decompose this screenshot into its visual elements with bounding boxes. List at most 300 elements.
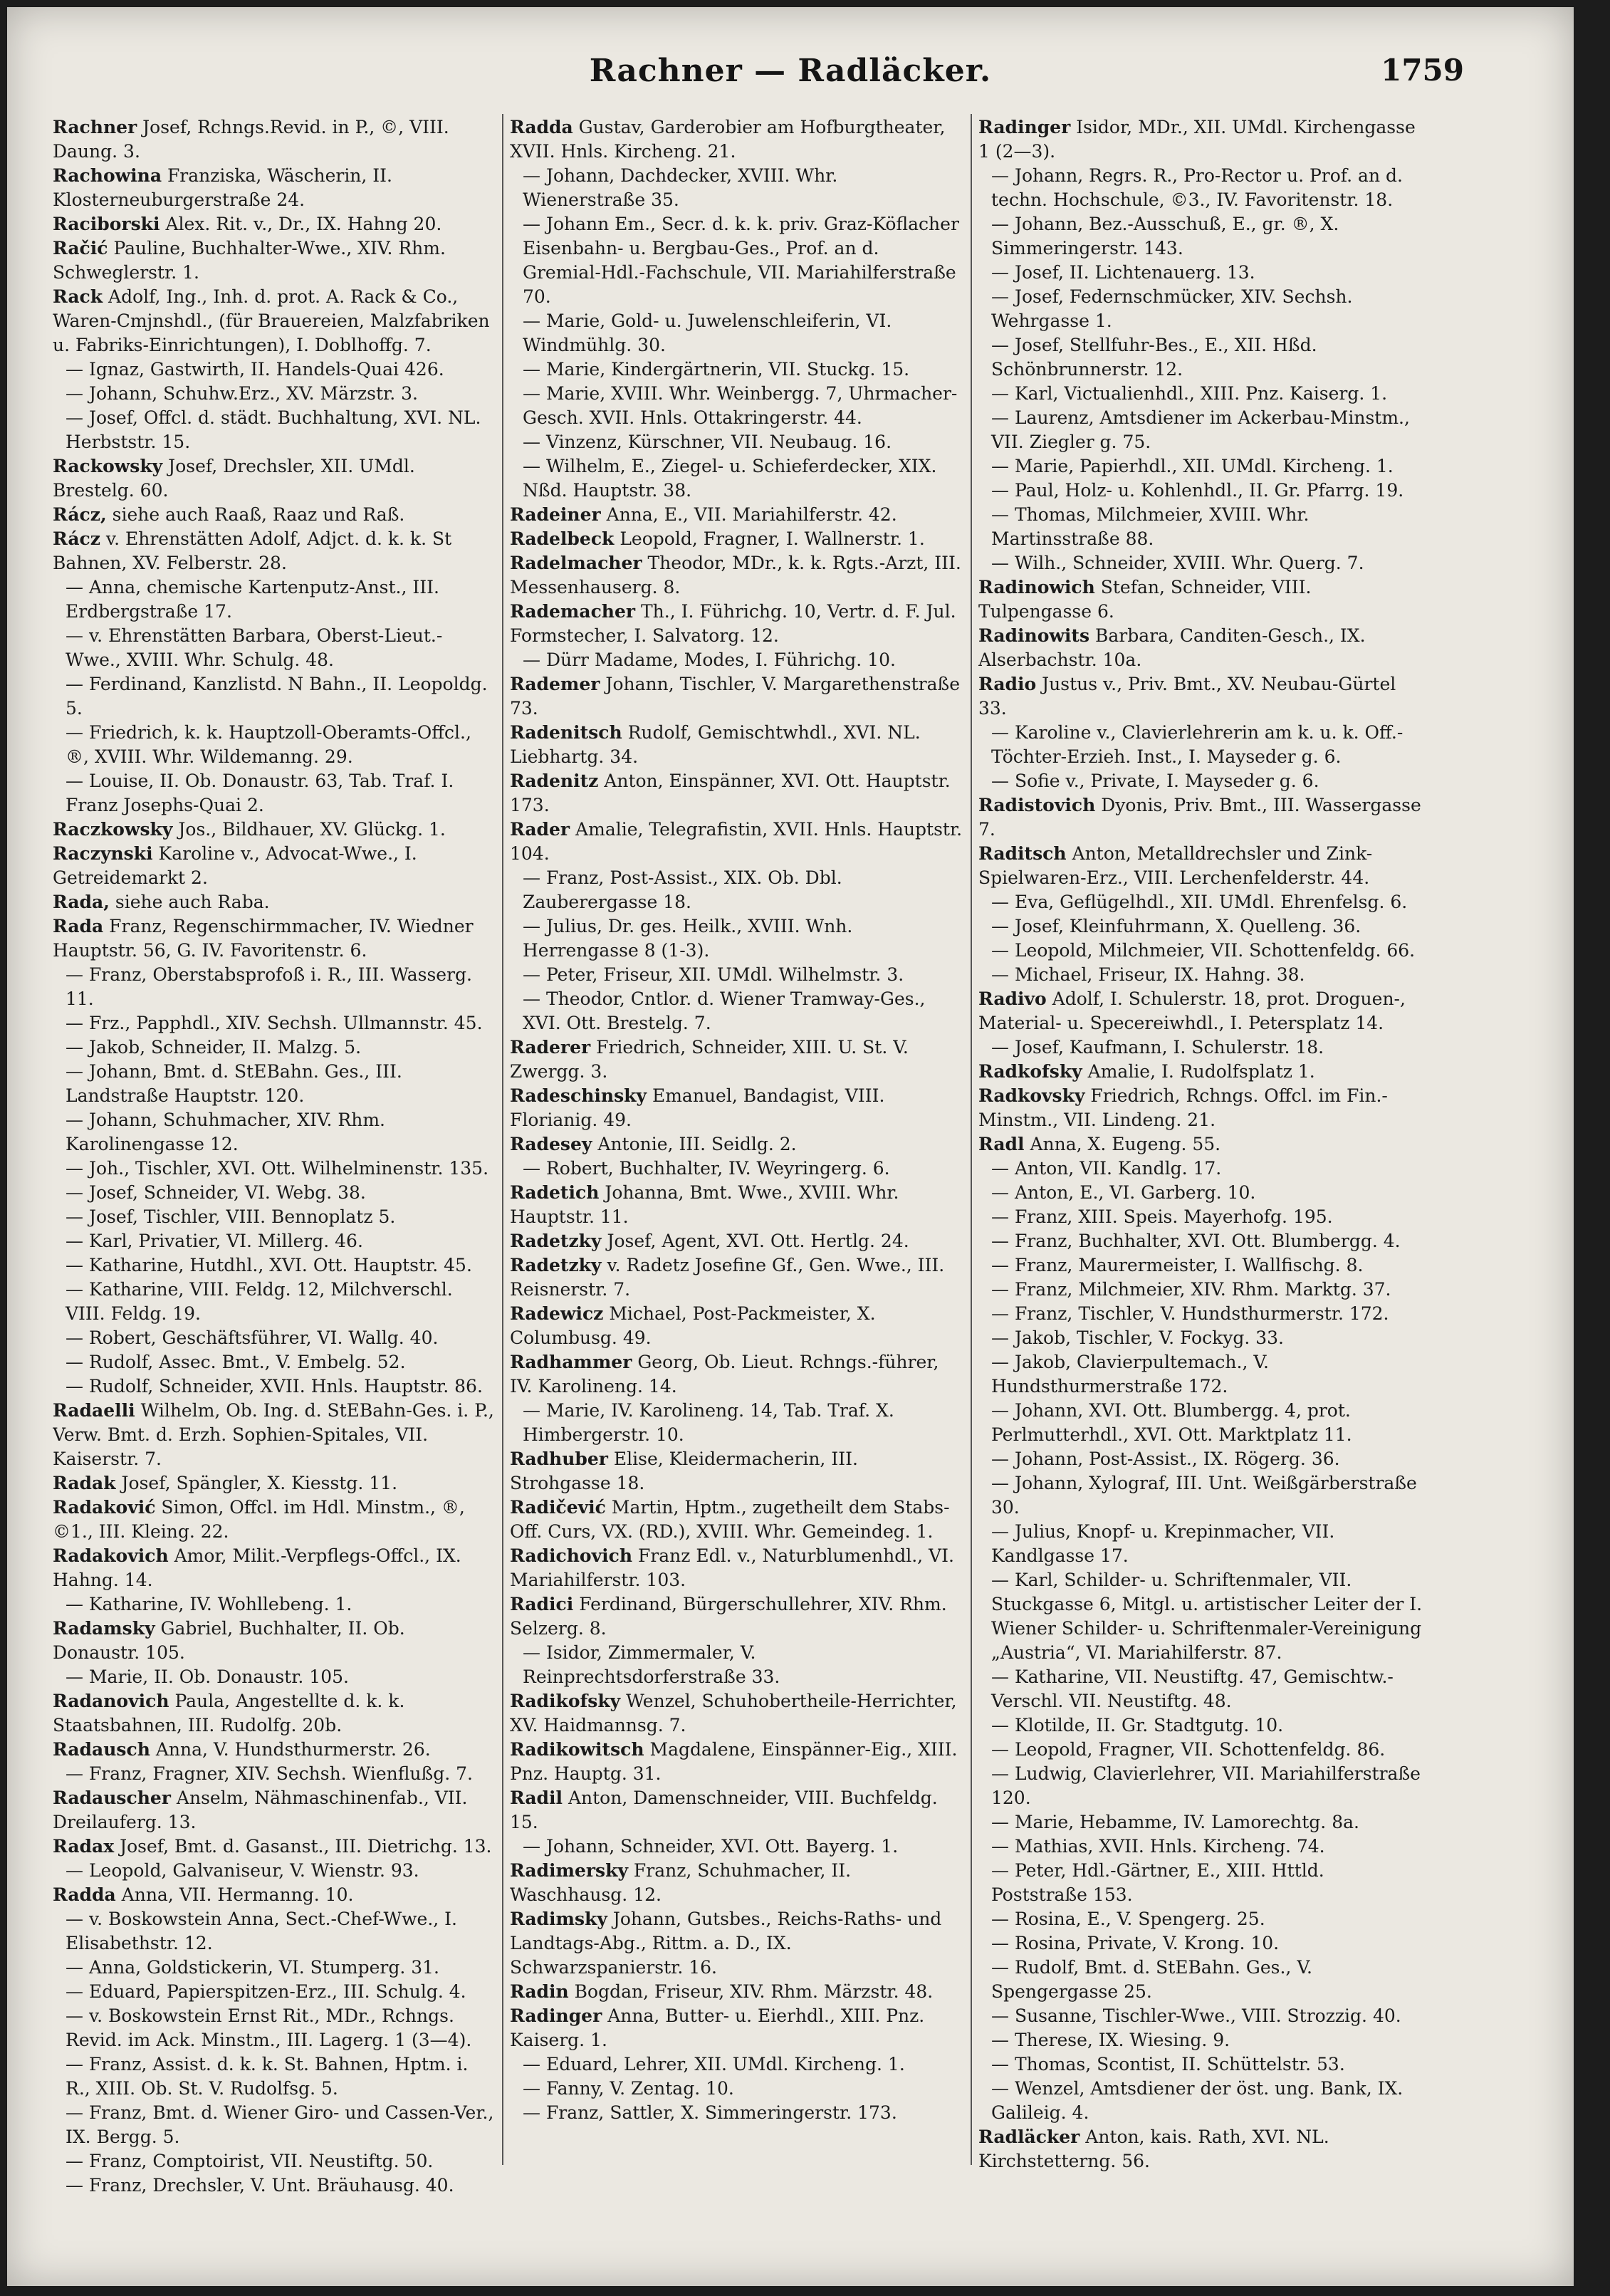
entry-text: — Franz, Bmt. d. Wiener Giro- und Cassen-Ver., IX. Bergg. 5. — [66, 2102, 494, 2147]
entry-surname: Radaelli — [53, 1400, 135, 1421]
directory-entry — [53, 2174, 494, 2198]
entry-surname: Radewicz — [510, 1303, 604, 1324]
entry-surname: Radausch — [53, 1739, 150, 1760]
directory-entry — [978, 212, 1423, 261]
directory-entry — [510, 164, 963, 212]
directory-entry — [978, 1810, 1423, 1835]
entry-surname: Radistovich — [978, 795, 1096, 815]
entry-text: — Josef, Kleinfuhrmann, X. Quelleng. 36. — [991, 916, 1361, 936]
entry-text: — Peter, Hdl.-Gärtner, E., XIII. Httld. Poststraße 153. — [991, 1860, 1324, 1905]
entry-text: — Rudolf, Bmt. d. StEBahn. Ges., V. Spengergasse 25. — [991, 1957, 1312, 2002]
entry-text: Franziska, Wäscherin, II. Klosterneuburgerstraße 24. — [53, 165, 393, 210]
directory-entry — [978, 769, 1423, 793]
directory-entry — [53, 1278, 494, 1326]
entry-text: Anna, V. Hundsthurmerstr. 26. — [150, 1739, 431, 1760]
directory-entry — [978, 115, 1423, 164]
entry-text: Anton, kais. Rath, XVI. NL. Kirchstetterng. 56. — [978, 2127, 1329, 2171]
directory-entry — [53, 212, 494, 236]
entry-text: — Julius, Knopf- u. Krepinmacher, VII. Kandlgasse 17. — [991, 1521, 1335, 1566]
entry-text: — Karoline v., Clavierlehrerin am k. u. k. Off.-Töchter-Erzieh. Inst., I. Mayseder g. 6. — [991, 722, 1403, 767]
directory-entry — [510, 866, 963, 914]
directory-entry — [978, 1035, 1423, 1060]
directory-entry — [978, 1568, 1423, 1665]
entry-text: Emanuel, Bandagist, VIII. Florianig. 49. — [510, 1085, 885, 1130]
directory-entry — [53, 1738, 494, 1762]
directory-entry — [978, 1157, 1423, 1181]
directory-entry — [53, 1762, 494, 1786]
directory-entry — [510, 1302, 963, 1350]
entry-text: — Johann Em., Secr. d. k. k. priv. Graz-Köflacher Eisenbahn- u. Bergbau-Ges., Prof. an d. Gremial-Hdl.-Fachschule, VII. Mariahilferstraße 70. — [523, 214, 959, 307]
directory-entry — [53, 963, 494, 1011]
directory-entry — [978, 1132, 1423, 1157]
directory-entry — [53, 1496, 494, 1544]
entry-text: — v. Ehrenstätten Barbara, Oberst-Lieut.-Wwe., XVIII. Whr. Schulg. 48. — [66, 625, 443, 670]
entry-text: — Laurenz, Amtsdiener im Ackerbau-Minstm., VII. Ziegler g. 75. — [991, 407, 1410, 452]
directory-entry — [978, 1738, 1423, 1762]
directory-entry — [53, 721, 494, 769]
entry-surname: Radičević — [510, 1497, 606, 1518]
entry-surname: Radin — [510, 1981, 569, 2002]
directory-entry — [978, 1399, 1423, 1447]
entry-text: — Thomas, Scontist, II. Schüttelstr. 53. — [991, 2054, 1345, 2075]
directory-entry — [510, 1253, 963, 1302]
entry-surname: Radil — [510, 1788, 563, 1808]
directory-entry — [53, 1859, 494, 1883]
entry-surname: Radinowits — [978, 625, 1090, 646]
directory-entry — [978, 1931, 1423, 1956]
directory-entry — [53, 1689, 494, 1738]
directory-entry — [978, 1713, 1423, 1738]
directory-entry — [53, 672, 494, 721]
directory-entry — [510, 1641, 963, 1689]
directory-entry — [53, 914, 494, 963]
directory-entry — [978, 2004, 1423, 2028]
entry-text: Anton, Metalldrechsler und Zink-Spielwaren-Erz., VIII. Lerchenfelderstr. 44. — [978, 843, 1373, 888]
entry-text: Leopold, Fragner, I. Wallnerstr. 1. — [614, 528, 925, 549]
entry-text: — Eduard, Lehrer, XII. UMdl. Kircheng. 1. — [523, 2054, 905, 2075]
directory-entry — [53, 1956, 494, 1980]
entry-text: Michael, Post-Packmeister, X. Columbusg. 49. — [510, 1303, 876, 1348]
entry-text: — Franz, Drechsler, V. Unt. Bräuhausg. 40. — [66, 2175, 454, 2196]
directory-entry — [53, 454, 494, 503]
entry-text: — Katharine, VII. Neustiftg. 47, Gemischtw.-Verschl. VII. Neustiftg. 48. — [991, 1666, 1394, 1711]
entry-text: siehe auch Raaß, Raaz und Raß. — [106, 504, 405, 525]
entry-text: — Frz., Papphdl., XIV. Sechsh. Ullmannstr. 45. — [66, 1013, 483, 1033]
directory-entry — [978, 672, 1423, 721]
entry-text: Franz Edl. v., Naturblumenhdl., VI. Mariahilferstr. 103. — [510, 1545, 954, 1590]
directory-entry — [53, 769, 494, 818]
directory-column-1 — [53, 115, 494, 2209]
entry-text: Adolf, Ing., Inh. d. prot. A. Rack & Co., Waren-Cmjnshdl., (für Brauereien, Malzfabriken u. Fabriks-Einrichtungen), I. Doblhoffg. 7. — [53, 286, 490, 355]
entry-surname: Rada — [53, 916, 104, 936]
directory-entry — [510, 1399, 963, 1447]
directory-column-2 — [510, 115, 963, 2209]
entry-text: — Wilh., Schneider, XVIII. Whr. Querg. 7. — [991, 553, 1364, 573]
entry-text: — Marie, Kindergärtnerin, VII. Stuckg. 15. — [523, 359, 910, 380]
entry-text: — Karl, Schilder- u. Schriftenmaler, VII. Stuckgasse 6, Mitgl. u. artistischer Leiter der I. Wiener Schilder- u. Schriftenmaler-Vereinigung „Austria“, VI. Mariahilferstr. 87. — [991, 1570, 1423, 1663]
directory-entry — [53, 164, 494, 212]
directory-entry — [978, 1084, 1423, 1132]
entry-text: Gustav, Garderobier am Hofburgtheater, XVII. Hnls. Kircheng. 21. — [510, 117, 946, 162]
entry-text: — Leopold, Fragner, VII. Schottenfeldg. 86. — [991, 1739, 1386, 1760]
entry-surname: Radak — [53, 1473, 116, 1493]
directory-entry — [53, 115, 494, 164]
directory-entry — [978, 1762, 1423, 1810]
entry-text: — Paul, Holz- u. Kohlenhdl., II. Gr. Pfarrg. 19. — [991, 480, 1404, 501]
entry-surname: Radimsky — [510, 1909, 607, 1929]
entry-surname: Radenitz — [510, 771, 599, 791]
directory-entry — [510, 1592, 963, 1641]
directory-entry — [510, 2004, 963, 2052]
entry-surname: Radeiner — [510, 504, 601, 525]
entry-text: — Anton, E., VI. Garberg. 10. — [991, 1182, 1256, 1203]
directory-entry — [53, 1592, 494, 1617]
entry-surname: Rada, — [53, 892, 110, 912]
directory-entry — [978, 551, 1423, 575]
entry-surname: Radesey — [510, 1134, 592, 1154]
directory-entry — [510, 1035, 963, 1084]
directory-entry — [53, 1181, 494, 1205]
entry-text: v. Radetz Josefine Gf., Gen. Wwe., III. Reisnerstr. 7. — [510, 1255, 945, 1300]
entry-surname: Radax — [53, 1836, 115, 1857]
directory-entry — [510, 914, 963, 963]
entry-text: — Marie, Papierhdl., XII. UMdl. Kircheng. 1. — [991, 456, 1394, 476]
entry-text: Anna, VII. Hermanng. 10. — [115, 1884, 354, 1905]
directory-entry — [510, 1786, 963, 1835]
entry-text: — Franz, Oberstabsprofoß i. R., III. Wasserg. 11. — [66, 964, 472, 1009]
directory-entry — [510, 1544, 963, 1592]
entry-surname: Raciborski — [53, 214, 160, 234]
directory-entry — [978, 261, 1423, 285]
entry-text: — Johann, Schuhw.Erz., XV. Märzstr. 3. — [66, 383, 418, 404]
directory-entry — [978, 963, 1423, 987]
directory-entry — [510, 212, 963, 309]
directory-entry — [53, 358, 494, 382]
entry-text: — Anton, VII. Kandlg. 17. — [991, 1158, 1222, 1179]
directory-entry — [978, 1302, 1423, 1326]
entry-text: — Eduard, Papierspitzen-Erz., III. Schulg. 4. — [66, 1981, 466, 2002]
directory-entry — [53, 1907, 494, 1956]
entry-text: — Mathias, XVII. Hnls. Kircheng. 74. — [991, 1836, 1325, 1857]
directory-entry — [53, 1786, 494, 1835]
entry-text: — Jakob, Tischler, V. Fockyg. 33. — [991, 1327, 1284, 1348]
entry-text: Amalie, Telegrafistin, XVII. Hnls. Hauptstr. 104. — [510, 819, 963, 864]
directory-entry — [53, 818, 494, 842]
entry-text: Josef, Drechsler, XII. UMdl. Brestelg. 60. — [53, 456, 415, 501]
directory-entry — [978, 2028, 1423, 2052]
directory-entry — [510, 1132, 963, 1157]
directory-entry — [978, 624, 1423, 672]
entry-surname: Radl — [978, 1134, 1025, 1154]
entry-text: — Rosina, E., V. Spengerg. 25. — [991, 1909, 1265, 1929]
entry-text: — Isidor, Zimmermaler, V. Reinprechtsdorferstraße 33. — [523, 1642, 780, 1687]
entry-surname: Radhuber — [510, 1449, 608, 1469]
entry-text: Anna, E., VII. Mariahilferstr. 42. — [600, 504, 897, 525]
entry-text: Wenzel, Schuhobertheile-Herrichter, XV. Haidmannsg. 7. — [510, 1691, 957, 1736]
entry-text: — Katharine, Hutdhl., XVI. Ott. Hauptstr. 45. — [66, 1255, 472, 1275]
entry-text: — Rudolf, Schneider, XVII. Hnls. Hauptstr. 86. — [66, 1376, 483, 1397]
entry-text: Friedrich, Schneider, XIII. U. St. V. Zwergg. 3. — [510, 1037, 909, 1082]
entry-text: — Julius, Dr. ges. Heilk., XVIII. Wnh. Herrengasse 8 (1-3). — [523, 916, 853, 961]
entry-text: — Franz, Buchhalter, XVI. Ott. Blumbergg. 4. — [991, 1231, 1401, 1251]
directory-entry — [53, 1835, 494, 1859]
page-number: 1759 — [1381, 53, 1464, 88]
page-header — [7, 44, 1574, 101]
directory-entry — [978, 987, 1423, 1035]
directory-entry — [978, 2125, 1423, 2174]
entry-surname: Radinowich — [978, 577, 1095, 598]
directory-entry — [510, 818, 963, 866]
directory-entry — [510, 503, 963, 527]
directory-entry — [510, 1907, 963, 1980]
entry-surname: Rack — [53, 286, 103, 307]
directory-entry — [53, 842, 494, 890]
directory-entry — [978, 1278, 1423, 1302]
directory-entry — [978, 793, 1423, 842]
directory-entry — [53, 624, 494, 672]
entry-text: — Jakob, Clavierpultemach., V. Hundsthurmerstraße 172. — [991, 1352, 1269, 1397]
directory-entry — [53, 236, 494, 285]
directory-entry — [510, 721, 963, 769]
entry-surname: Radinger — [510, 2005, 602, 2026]
directory-entry — [978, 1253, 1423, 1278]
entry-text: — Marie, IV. Karolineng. 14, Tab. Traf. X. Himbergerstr. 10. — [523, 1400, 894, 1445]
directory-entry — [53, 1035, 494, 1060]
entry-text: — Johann, Schuhmacher, XIV. Rhm. Karolinengasse 12. — [66, 1110, 385, 1154]
directory-entry — [53, 503, 494, 527]
entry-text: Paula, Angestellte d. k. k. Staatsbahnen, III. Rudolfg. 20b. — [53, 1691, 405, 1736]
entry-surname: Raditsch — [978, 843, 1067, 864]
entry-text: — Fanny, V. Zentag. 10. — [523, 2078, 734, 2099]
entry-surname: Rachowina — [53, 165, 162, 186]
entry-surname: Radikofsky — [510, 1691, 621, 1711]
entry-surname: Rachner — [53, 117, 137, 137]
entry-surname: Radimersky — [510, 1860, 628, 1881]
entry-text: — Ludwig, Clavierlehrer, VII. Mariahilferstraße 120. — [991, 1763, 1421, 1808]
entry-text: Franz, Schuhmacher, II. Waschhausg. 12. — [510, 1860, 852, 1905]
entry-text: — Vinzenz, Kürschner, VII. Neubaug. 16. — [523, 432, 892, 452]
entry-surname: Radakovich — [53, 1545, 169, 1566]
directory-entry — [978, 1835, 1423, 1859]
entry-text: — Josef, Kaufmann, I. Schulerstr. 18. — [991, 1037, 1324, 1058]
entry-text: — Peter, Friseur, XII. UMdl. Wilhelmstr. 3. — [523, 964, 904, 985]
entry-text: — Franz, XIII. Speis. Mayerhofg. 195. — [991, 1206, 1333, 1227]
entry-text: — Anna, Goldstickerin, VI. Stumperg. 31. — [66, 1957, 439, 1978]
entry-surname: Raczkowsky — [53, 819, 173, 840]
entry-text: — Anna, chemische Kartenputz-Anst., III. Erdbergstraße 17. — [66, 577, 439, 622]
directory-entry — [978, 2077, 1423, 2125]
entry-text: — Robert, Geschäftsführer, VI. Wallg. 40. — [66, 1327, 439, 1348]
directory-entry — [510, 2052, 963, 2077]
directory-entry — [53, 1253, 494, 1278]
entry-text: — Franz, Sattler, X. Simmeringerstr. 173. — [523, 2102, 897, 2123]
directory-entry — [978, 1907, 1423, 1931]
entry-text: — Johann, Regrs. R., Pro-Rector u. Prof. an d. techn. Hochschule, ©3., IV. Favoritenstr. 18. — [991, 165, 1403, 210]
directory-entry — [510, 672, 963, 721]
entry-surname: Radda — [53, 1884, 116, 1905]
directory-entry — [510, 527, 963, 551]
directory-entry — [510, 1084, 963, 1132]
entry-text: — Eva, Geflügelhdl., XII. UMdl. Ehrenfelsg. 6. — [991, 892, 1408, 912]
entry-text: — Franz, Milchmeier, XIV. Rhm. Marktg. 37. — [991, 1279, 1391, 1300]
entry-text: — Johann, Dachdecker, XVIII. Whr. Wienerstraße 35. — [523, 165, 838, 210]
entry-text: Ferdinand, Bürgerschullehrer, XIV. Rhm. Selzerg. 8. — [510, 1594, 947, 1639]
directory-entry — [978, 382, 1423, 406]
entry-surname: Radio — [978, 674, 1037, 694]
entry-text: — Franz, Post-Assist., XIX. Ob. Dbl. Zauberergasse 18. — [523, 867, 842, 912]
entry-surname: Radikowitsch — [510, 1739, 644, 1760]
entry-text: Anna, X. Eugeng. 55. — [1024, 1134, 1221, 1154]
entry-surname: Radkofsky — [978, 1061, 1082, 1082]
directory-entry — [978, 914, 1423, 939]
entry-text: — Michael, Friseur, IX. Hahng. 38. — [991, 964, 1305, 985]
entry-surname: Rademacher — [510, 601, 636, 622]
entry-text: — Josef, Federnschmücker, XIV. Sechsh. Wehrgasse 1. — [991, 286, 1353, 331]
entry-text: Bogdan, Friseur, XIV. Rhm. Märzstr. 48. — [568, 1981, 934, 2002]
directory-entry — [53, 2101, 494, 2149]
entry-text: — Robert, Buchhalter, IV. Weyringerg. 6. — [523, 1158, 890, 1179]
entry-text: Karoline v., Advocat-Wwe., I. Getreidemarkt 2. — [53, 843, 417, 888]
entry-text: Georg, Ob. Lieut. Rchngs.-führer, IV. Karolineng. 14. — [510, 1352, 939, 1397]
entry-text: Anna, Butter- u. Eierhdl., XIII. Pnz. Kaiserg. 1. — [510, 2005, 925, 2050]
entry-surname: Radauscher — [53, 1788, 171, 1808]
entry-text: Magdalene, Einspänner-Eig., XIII. Pnz. Hauptg. 31. — [510, 1739, 958, 1784]
directory-entry — [53, 2052, 494, 2101]
entry-surname: Radichovich — [510, 1545, 633, 1566]
entry-text: — Johann, Xylograf, III. Unt. Weißgärberstraße 30. — [991, 1473, 1417, 1518]
entry-text: Barbara, Canditen-Gesch., IX. Alserbachstr. 10a. — [978, 625, 1366, 670]
entry-text: — Leopold, Milchmeier, VII. Schottenfeldg. 66. — [991, 940, 1416, 961]
directory-entry — [510, 2101, 963, 2125]
page-title: Rachner — Radläcker. — [589, 53, 992, 89]
entry-text: Josef, Spängler, X. Kiesstg. 11. — [115, 1473, 398, 1493]
entry-surname: Radhammer — [510, 1352, 632, 1372]
entry-text: Stefan, Schneider, VIII. Tulpengasse 6. — [978, 577, 1312, 622]
entry-text: — Josef, Schneider, VI. Webg. 38. — [66, 1182, 366, 1203]
entry-text: Josef, Agent, XVI. Ott. Hertlg. 24. — [601, 1231, 909, 1251]
directory-column-3 — [978, 115, 1423, 2209]
entry-text: — v. Boskowstein Ernst Rit., MDr., Rchngs. Revid. im Ack. Minstm., III. Lagerg. 1 (3—4). — [66, 2005, 472, 2050]
entry-text: — Sofie v., Private, I. Mayseder g. 6. — [991, 771, 1319, 791]
entry-text: — Friedrich, k. k. Hauptzoll-Oberamts-Offcl., ®, XVIII. Whr. Wildemanng. 29. — [66, 722, 471, 767]
entry-text: — Karl, Privatier, VI. Millerg. 46. — [66, 1231, 363, 1251]
directory-entry — [978, 2052, 1423, 2077]
directory-entry — [978, 1060, 1423, 1084]
directory-entry — [978, 1956, 1423, 2004]
entry-surname: Radinger — [978, 117, 1071, 137]
directory-entry — [978, 842, 1423, 890]
directory-entry — [53, 1326, 494, 1350]
entry-text: Th., I. Führichg. 10, Vertr. d. F. Jul. Formstecher, I. Salvatorg. 12. — [510, 601, 956, 646]
directory-entry — [978, 454, 1423, 479]
directory-entry — [53, 2149, 494, 2174]
entry-surname: Rademer — [510, 674, 600, 694]
entry-surname: Radetzky — [510, 1231, 602, 1251]
entry-text: Isidor, MDr., XII. UMdl. Kirchengasse 1 (2—3). — [978, 117, 1416, 162]
entry-text: v. Ehrenstätten Adolf, Adjct. d. k. k. St Bahnen, XV. Felberstr. 28. — [53, 528, 452, 573]
entry-text: — Marie, XVIII. Whr. Weinbergg. 7, Uhrmacher-Gesch. XVII. Hnls. Ottakringerstr. 44. — [523, 383, 958, 428]
entry-surname: Radanovich — [53, 1691, 169, 1711]
directory-entry — [510, 454, 963, 503]
directory-entry — [978, 575, 1423, 624]
directory-entry — [53, 890, 494, 914]
entry-surname: Radamsky — [53, 1618, 155, 1639]
entry-text: Wilhelm, Ob. Ing. d. StEBahn-Ges. i. P., Verw. Bmt. d. Erzh. Sophien-Spitales, VII. Kaiserstr. 7. — [53, 1400, 494, 1469]
directory-entry — [53, 2004, 494, 2052]
entry-text: — Katharine, IV. Wohllebeng. 1. — [66, 1594, 352, 1614]
entry-text: Anton, Damenschneider, VIII. Buchfeldg. 15. — [510, 1788, 938, 1832]
entry-surname: Radkovsky — [978, 1085, 1085, 1106]
entry-text: Simon, Offcl. im Hdl. Minstm., ®, ©1., III. Kleing. 22. — [53, 1497, 465, 1542]
entry-text: — Marie, II. Ob. Donaustr. 105. — [66, 1666, 349, 1687]
entry-text: — Susanne, Tischler-Wwe., VIII. Strozzig. 40. — [991, 2005, 1401, 2026]
directory-entry — [978, 1520, 1423, 1568]
entry-text: Friedrich, Rchngs. Offcl. im Fin.-Minstm., VII. Lindeng. 21. — [978, 1085, 1388, 1130]
entry-surname: Radivo — [978, 988, 1047, 1009]
entry-text: — v. Boskowstein Anna, Sect.-Chef-Wwe., I. Elisabethstr. 12. — [66, 1909, 457, 1953]
entry-text: — Franz, Comptoirist, VII. Neustiftg. 50. — [66, 2151, 434, 2171]
entry-text: — Katharine, VIII. Feldg. 12, Milchverschl. VIII. Feldg. 19. — [66, 1279, 453, 1324]
directory-entry — [53, 1544, 494, 1592]
directory-entry — [510, 1350, 963, 1399]
directory-entry — [53, 1980, 494, 2004]
directory-entry — [978, 1665, 1423, 1713]
directory-entry — [53, 1108, 494, 1157]
entry-text: — Johann, Bez.-Ausschuß, E., gr. ®, X. Simmeringerstr. 143. — [991, 214, 1339, 259]
entry-text: — Franz, Assist. d. k. k. St. Bahnen, Hptm. i. R., XIII. Ob. St. V. Rudolfsg. 5. — [66, 2054, 469, 2099]
entry-text: Alex. Rit. v., Dr., IX. Hahng 20. — [160, 214, 442, 234]
column-divider — [971, 114, 972, 2165]
entry-text: — Josef, Tischler, VIII. Bennoplatz 5. — [66, 1206, 396, 1227]
entry-text: — Franz, Maurermeister, I. Wallfischg. 8. — [991, 1255, 1364, 1275]
directory-entry — [53, 1229, 494, 1253]
entry-text: Johann, Tischler, V. Margarethenstraße 73. — [510, 674, 961, 719]
directory-entry — [978, 333, 1423, 382]
directory-entry — [978, 503, 1423, 551]
directory-entry — [510, 1689, 963, 1738]
entry-surname: Radetzky — [510, 1255, 602, 1275]
entry-text: Rudolf, Gemischtwhdl., XVI. NL. Liebhartg. 34. — [510, 722, 921, 767]
entry-text: — Johann, Schneider, XVI. Ott. Bayerg. 1. — [523, 1836, 899, 1857]
entry-surname: Radenitsch — [510, 722, 622, 743]
directory-entry — [978, 479, 1423, 503]
entry-text: — Joh., Tischler, XVI. Ott. Wilhelminenstr. 135. — [66, 1158, 489, 1179]
entry-text: — Franz, Fragner, XIV. Sechsh. Wienflußg. 7. — [66, 1763, 473, 1784]
entry-text: — Marie, Hebamme, IV. Lamorechtg. 8a. — [991, 1812, 1359, 1832]
directory-entry — [53, 285, 494, 358]
entry-text: — Johann, Post-Assist., IX. Rögerg. 36. — [991, 1449, 1340, 1469]
directory-entry — [510, 1157, 963, 1181]
entry-surname: Rácz — [53, 528, 100, 549]
directory-entry — [53, 406, 494, 454]
entry-text: Franz, Regenschirmmacher, IV. Wiedner Hauptstr. 56, G. IV. Favoritenstr. 6. — [53, 916, 474, 961]
directory-entry — [510, 648, 963, 672]
directory-entry — [510, 1181, 963, 1229]
entry-text: — Rosina, Private, V. Krong. 10. — [991, 1933, 1280, 1953]
entry-text: Josef, Bmt. d. Gasanst., III. Dietrichg. 13. — [114, 1836, 492, 1857]
directory-entry — [978, 939, 1423, 963]
directory-entry — [510, 600, 963, 648]
entry-text: — Johann, XVI. Ott. Blumbergg. 4, prot. Perlmutterhdl., XVI. Ott. Marktplatz 11. — [991, 1400, 1352, 1445]
entry-text: — Johann, Bmt. d. StEBahn. Ges., III. Landstraße Hauptstr. 120. — [66, 1061, 402, 1106]
directory-entry — [510, 115, 963, 164]
entry-text: — Dürr Madame, Modes, I. Führichg. 10. — [523, 649, 896, 670]
directory-entry — [978, 1859, 1423, 1907]
directory-entry — [510, 1835, 963, 1859]
entry-text: Johann, Gutsbes., Reichs-Raths- und Landtags-Abg., Rittm. a. D., IX. Schwarzspanierstr. 16. — [510, 1909, 942, 1978]
entry-text: — Jakob, Schneider, II. Malzg. 5. — [66, 1037, 362, 1058]
directory-entry — [53, 1374, 494, 1399]
